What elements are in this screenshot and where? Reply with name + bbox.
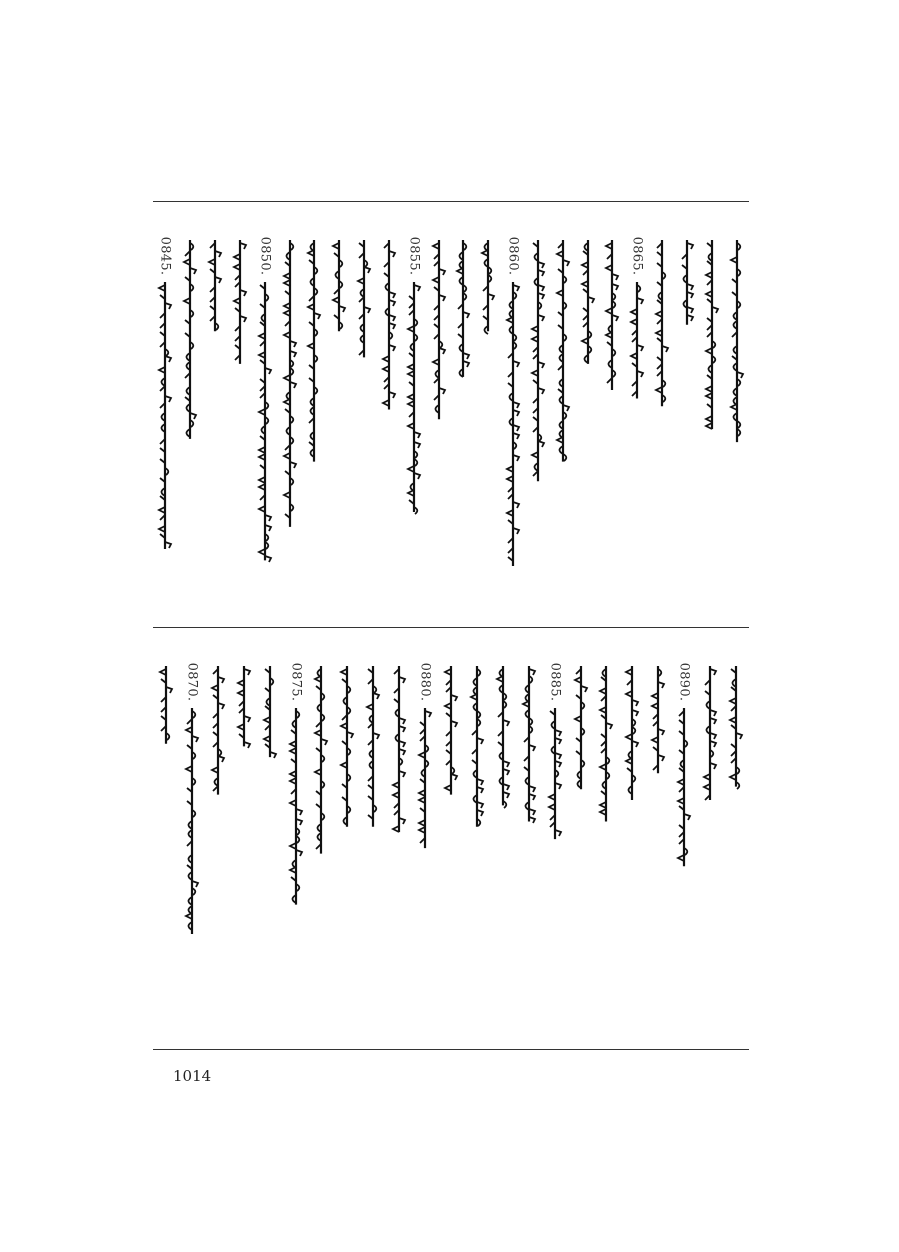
mongolian-script-line bbox=[603, 240, 621, 390]
mongolian-script-line bbox=[494, 666, 512, 805]
verse-number: 0870. bbox=[184, 662, 200, 702]
mongolian-script-line bbox=[287, 708, 305, 905]
verse-column bbox=[649, 662, 667, 934]
verse-column bbox=[390, 662, 408, 934]
verse-column-numbered bbox=[405, 236, 423, 566]
verse-column bbox=[442, 662, 460, 934]
verse-number: 0875. bbox=[288, 662, 304, 702]
mongolian-script-line bbox=[364, 666, 382, 827]
verse-column bbox=[494, 662, 512, 934]
mongolian-script-line bbox=[355, 240, 373, 357]
mongolian-script-line bbox=[157, 666, 175, 744]
mongolian-script-line bbox=[572, 666, 590, 789]
mongolian-script-line bbox=[235, 666, 253, 746]
mongolian-script-line bbox=[529, 240, 547, 481]
mongolian-script-line bbox=[231, 240, 249, 364]
verse-number: 0865. bbox=[629, 236, 645, 276]
verse-column bbox=[572, 662, 590, 934]
verse-column bbox=[209, 662, 227, 934]
mongolian-script-line bbox=[183, 708, 201, 934]
verse-column bbox=[430, 236, 448, 566]
mongolian-script-line bbox=[579, 240, 597, 364]
mongolian-script-line bbox=[597, 666, 615, 821]
verse-column bbox=[181, 236, 199, 566]
verse-column bbox=[235, 662, 253, 934]
verse-column bbox=[529, 236, 547, 566]
top-rule bbox=[153, 201, 749, 202]
mongolian-script-line bbox=[479, 240, 497, 331]
verse-column bbox=[703, 236, 721, 566]
mongolian-script-line bbox=[649, 666, 667, 773]
verse-number: 0860. bbox=[505, 236, 521, 276]
mongolian-script-line bbox=[623, 666, 641, 800]
verse-column bbox=[454, 236, 472, 566]
mongolian-script-line bbox=[209, 666, 227, 795]
bottom-rule bbox=[153, 1049, 749, 1050]
mongolian-script-line bbox=[281, 240, 299, 527]
verse-number: 0855. bbox=[406, 236, 422, 276]
mongolian-script-line bbox=[454, 240, 472, 377]
middle-rule bbox=[153, 627, 749, 628]
verse-column bbox=[597, 662, 615, 934]
verse-column bbox=[312, 662, 330, 934]
upper-verse-section bbox=[153, 236, 749, 566]
verse-column bbox=[728, 236, 746, 566]
verse-column-numbered bbox=[183, 662, 201, 934]
mongolian-script-line bbox=[380, 240, 398, 410]
verse-column bbox=[468, 662, 486, 934]
verse-column-numbered bbox=[416, 662, 434, 934]
verse-column-numbered bbox=[287, 662, 305, 934]
verse-column bbox=[603, 236, 621, 566]
mongolian-script-line bbox=[405, 282, 423, 512]
verse-column bbox=[281, 236, 299, 566]
verse-column bbox=[364, 662, 382, 934]
lower-verse-section bbox=[153, 662, 749, 934]
verse-column bbox=[678, 236, 696, 566]
verse-column-numbered bbox=[504, 236, 522, 566]
verse-column bbox=[727, 662, 745, 934]
verse-column bbox=[554, 236, 572, 566]
verse-column-numbered bbox=[256, 236, 274, 566]
mongolian-script-line bbox=[312, 666, 330, 854]
verse-column bbox=[520, 662, 538, 934]
mongolian-script-line bbox=[206, 240, 224, 331]
verse-column bbox=[231, 236, 249, 566]
mongolian-script-line bbox=[156, 282, 174, 549]
verse-column bbox=[305, 236, 323, 566]
mongolian-script-line bbox=[338, 666, 356, 827]
verse-number: 0850. bbox=[257, 236, 273, 276]
mongolian-script-line bbox=[728, 240, 746, 442]
mongolian-script-line bbox=[305, 240, 323, 462]
verse-column bbox=[701, 662, 719, 934]
verse-column bbox=[157, 662, 175, 934]
mongolian-script-line bbox=[678, 240, 696, 325]
mongolian-script-line bbox=[701, 666, 719, 800]
verse-number: 0845. bbox=[157, 236, 173, 276]
mongolian-script-line bbox=[703, 240, 721, 429]
mongolian-script-line bbox=[430, 240, 448, 419]
mongolian-script-line bbox=[554, 240, 572, 462]
mongolian-script-line bbox=[504, 282, 522, 566]
verse-number: 0890. bbox=[676, 662, 692, 702]
verse-column bbox=[206, 236, 224, 566]
mongolian-script-line bbox=[416, 708, 434, 848]
verse-column bbox=[330, 236, 348, 566]
mongolian-script-line bbox=[390, 666, 408, 832]
page-number: 1014 bbox=[173, 1067, 212, 1085]
verse-column bbox=[338, 662, 356, 934]
mongolian-script-line bbox=[653, 240, 671, 406]
verse-column-numbered bbox=[156, 236, 174, 566]
verse-column bbox=[261, 662, 279, 934]
mongolian-script-line bbox=[546, 708, 564, 839]
verse-column bbox=[623, 662, 641, 934]
verse-column-numbered bbox=[675, 662, 693, 934]
mongolian-script-line bbox=[442, 666, 460, 795]
verse-column-numbered bbox=[546, 662, 564, 934]
mongolian-script-line bbox=[330, 240, 348, 331]
verse-column bbox=[579, 236, 597, 566]
mongolian-script-line bbox=[256, 282, 274, 560]
verse-column bbox=[380, 236, 398, 566]
mongolian-script-line bbox=[468, 666, 486, 827]
mongolian-script-line bbox=[628, 282, 646, 398]
verse-number: 0885. bbox=[547, 662, 563, 702]
mongolian-script-line bbox=[261, 666, 279, 757]
mongolian-script-line bbox=[675, 708, 693, 866]
verse-column-numbered bbox=[628, 236, 646, 566]
verse-number: 0880. bbox=[417, 662, 433, 702]
verse-column bbox=[479, 236, 497, 566]
verse-column bbox=[355, 236, 373, 566]
mongolian-script-line bbox=[727, 666, 745, 787]
mongolian-script-line bbox=[520, 666, 538, 821]
verse-column bbox=[653, 236, 671, 566]
mongolian-script-line bbox=[181, 240, 199, 439]
